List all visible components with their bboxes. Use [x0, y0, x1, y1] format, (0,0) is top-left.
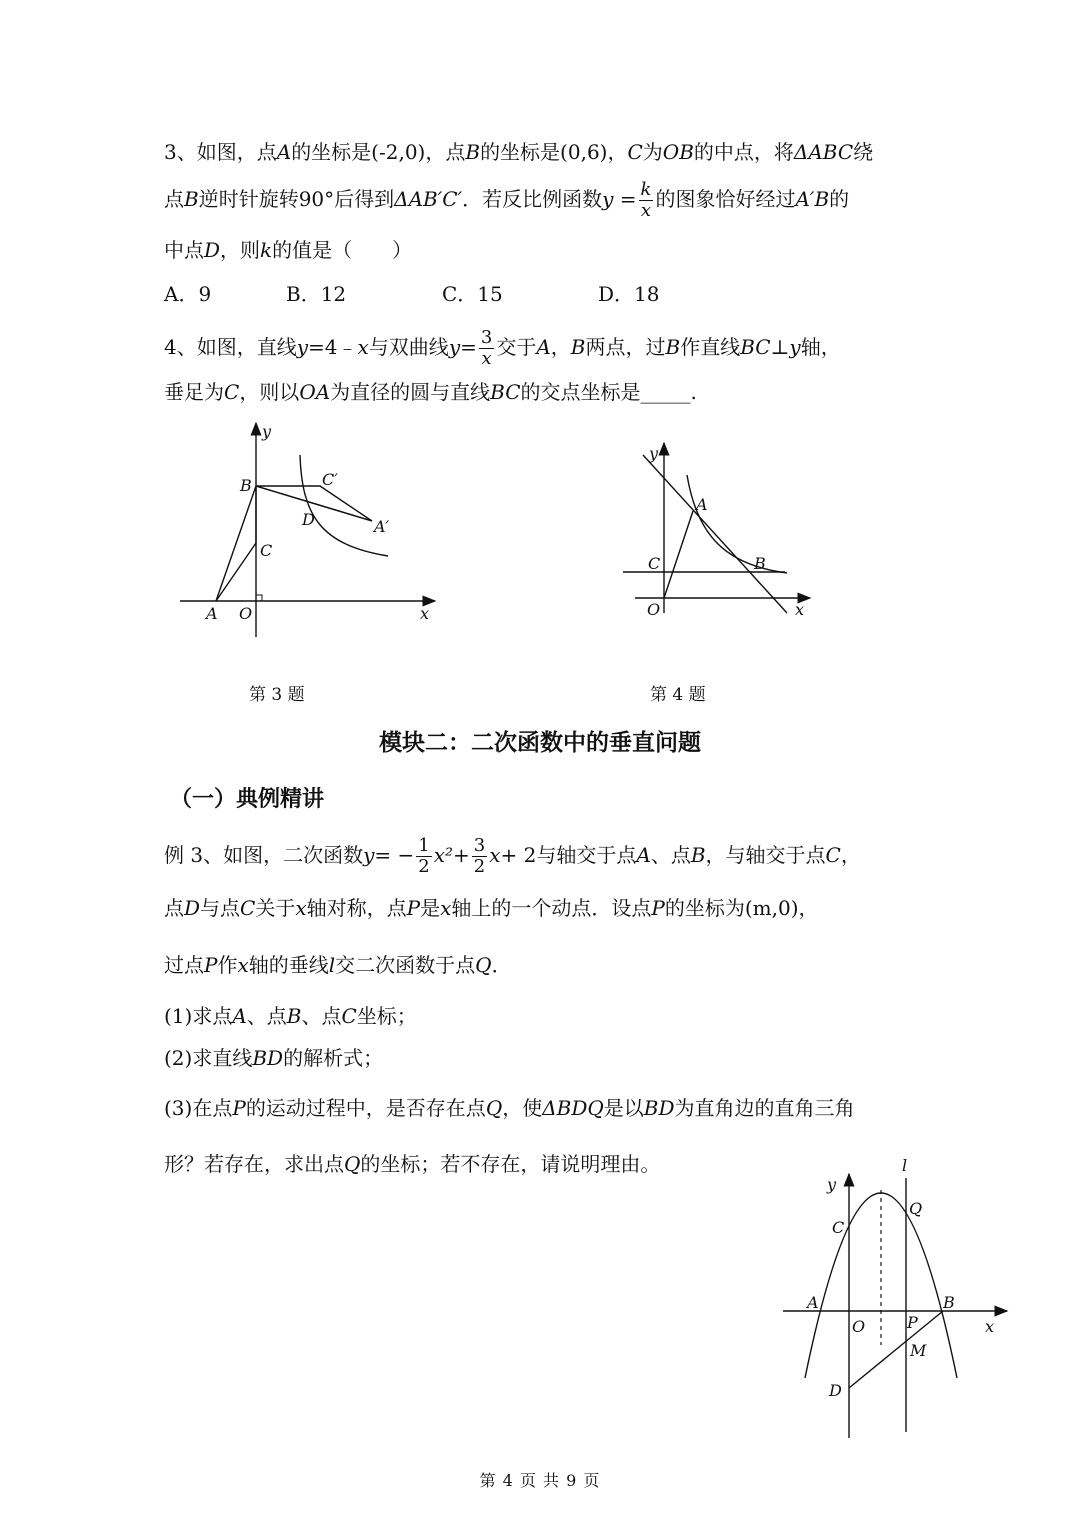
page-footer: 第 4 页 共 9 页: [479, 1471, 601, 1490]
ex3-part-3: (3)在点P的运动过程中，是否存在点Q，使ΔBDQ是以BD为直角边的直角三角: [164, 1096, 855, 1120]
label-a: A: [206, 604, 218, 623]
segment-oa: [664, 511, 693, 598]
right-angle-mark: [256, 595, 262, 601]
q3-line-2: 点B逆时针旋转90°后得到ΔAB′C′．若反比例函数y = $\frac{k}{x}$ 的图象恰好经过A′B的: [164, 179, 850, 221]
label-x: x: [420, 604, 430, 623]
ex3-line-1: 例 3、如图，二次函数y= − $\frac{1}{2}$ x²+ $\frac{3}{2}$ x+ 2与轴交于点A、点B，与轴交于点C，: [164, 835, 861, 877]
option-b: B．12: [286, 282, 347, 306]
label-x: x: [985, 1317, 995, 1336]
figure-example3-diagram: [775, 1150, 1020, 1445]
label-a: A: [696, 495, 708, 514]
label-d: D: [302, 510, 315, 529]
label-y: y: [262, 422, 272, 441]
triangle-abc: [216, 486, 256, 601]
label-d: D: [829, 1381, 842, 1400]
module-title: 模块二：二次函数中的垂直问题: [379, 729, 701, 756]
label-aprime: A′: [374, 517, 390, 536]
fraction-3-over-x: $\frac{3}{x}$: [480, 327, 493, 369]
label-p: P: [907, 1313, 918, 1332]
label-y: y: [827, 1175, 837, 1194]
label-a: A: [807, 1293, 819, 1312]
figure-4-caption: 第 4 题: [650, 685, 706, 705]
ex3-part-1: (1)求点A、点B、点C坐标；: [164, 1004, 417, 1028]
hyperbola-curve: [687, 475, 787, 573]
label-c: C: [832, 1218, 845, 1237]
label-o: O: [852, 1317, 866, 1336]
option-c: C．15: [442, 282, 503, 306]
label-b: B: [943, 1293, 955, 1312]
hyperbola-curve: [300, 455, 388, 556]
figure-3-caption: 第 3 题: [249, 685, 305, 705]
section-title: （一）典例精讲: [170, 786, 325, 812]
label-x: x: [795, 600, 805, 619]
ex3-part-3-cont: 形？若存在，求出点Q的坐标；若不存在，请说明理由。: [164, 1152, 661, 1176]
label-c: C: [260, 541, 273, 560]
label-y: y: [649, 444, 659, 463]
label-m: M: [910, 1341, 927, 1360]
ex3-part-2: (2)求直线BD的解析式；: [164, 1046, 384, 1070]
option-d: D．18: [598, 282, 660, 306]
label-b: B: [240, 476, 252, 495]
option-a: A．9: [164, 282, 212, 306]
label-o: O: [239, 604, 253, 623]
q4-line-2: 垂足为C，则以OA为直径的圆与直线BC的交点坐标是_____.: [164, 380, 697, 404]
q3-line-3: 中点D，则k的值是（ ）: [164, 238, 413, 262]
label-c: C: [648, 554, 661, 573]
parabola-curve: [805, 1193, 957, 1378]
fraction-3-over-2: $\frac{3}{2}$: [473, 835, 486, 877]
fraction-k-over-x: $\frac{k}{x}$: [640, 179, 652, 221]
label-cprime: C′: [322, 470, 338, 489]
fraction-1-over-2: $\frac{1}{2}$: [418, 835, 430, 877]
q3-line-1: 3、如图，点A的坐标是(-2,0)，点B的坐标是(0,6)，C为OB的中点，将ΔABC绕: [164, 140, 874, 164]
label-q: Q: [909, 1199, 923, 1218]
ex3-line-3: 过点P作x轴的垂线l交二次函数于点Q．: [164, 953, 512, 977]
q4-line-1: 4、如图，直线y=4﹣x与双曲线y= $\frac{3}{x}$ 交于A，B两点，过B作直线BC⊥y轴，: [164, 327, 841, 369]
label-b: B: [754, 554, 766, 573]
ex3-line-2: 点D与点C关于x轴对称，点P是x轴上的一个动点．设点P的坐标为(m,0)，: [164, 896, 819, 920]
label-l: l: [902, 1156, 908, 1175]
figure-4-diagram: [615, 435, 825, 625]
figure-3-diagram: [170, 415, 450, 650]
q3-options: [164, 280, 659, 308]
label-o: O: [647, 600, 661, 619]
